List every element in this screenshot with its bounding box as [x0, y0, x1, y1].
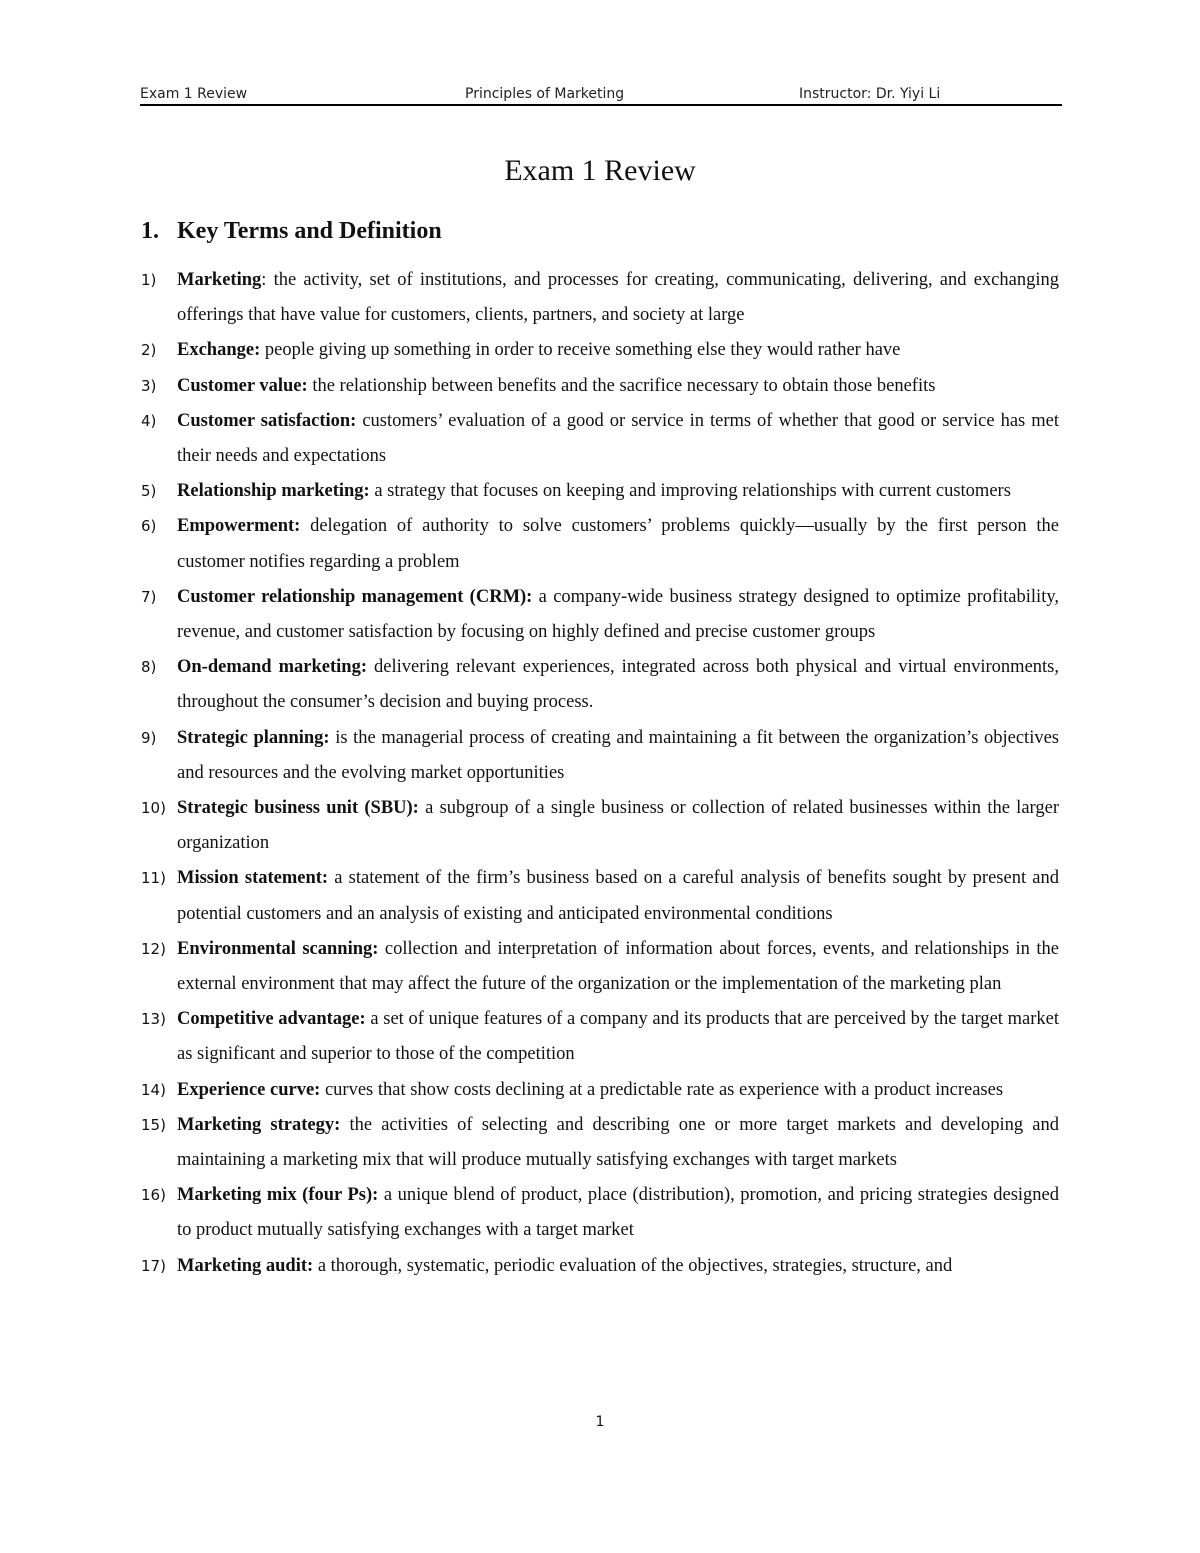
term-definition: delivering relevant experiences, integrated across both physical and virtual environments, throughout the consumer’s decision and buying process.: [177, 657, 1060, 713]
term-name: Marketing audit:: [177, 1255, 314, 1276]
term-item: [141, 369, 1059, 404]
term-definition: a company-wide business strategy designed to optimize profitability, revenue, and customer satisfaction by focusing on highly defined and precise customer groups: [177, 586, 1060, 643]
header-course-name: Principles of Marketing: [465, 86, 625, 102]
term-definition: customers’ evaluation of a good or service in terms of whether that good or service has met their needs and expectations: [177, 410, 1059, 467]
term-item: [141, 861, 1059, 931]
term-number: 14): [141, 1080, 166, 1099]
term-name: Customer satisfaction:: [177, 410, 357, 431]
term-name: Exchange:: [177, 340, 261, 361]
term-name: Customer value:: [177, 375, 308, 396]
term-item: [141, 1178, 1059, 1248]
term-definition: the activity, set of institutions, and processes for creating, communicating, delivering, and exchanging offerings that have value for customers, clients, partners, and society at large: [177, 270, 1059, 326]
term-definition: a statement of the firm’s business based on a careful analysis of benefits sought by present and potential customers and an analysis of existing and anticipated environmental conditions: [177, 868, 1059, 924]
term-item: [141, 509, 1059, 579]
term-number: 1): [141, 271, 157, 289]
header-course-doc: Exam 1 Review: [140, 86, 248, 102]
term-item: [141, 721, 1059, 791]
key-terms-list: [141, 263, 1059, 1284]
term-number: 2): [141, 341, 157, 360]
section-title: Key Terms and Definition: [177, 218, 442, 244]
term-definition: curves that show costs declining at a predictable rate as experience with a product increases: [320, 1079, 1004, 1100]
term-number: 8): [141, 658, 157, 677]
term-item: [141, 580, 1059, 650]
term-name: Marketing: [177, 270, 262, 290]
term-definition: a set of unique features of a company and its products that are perceived by the target market as significant and superior to those of the competition: [177, 1009, 1059, 1065]
term-name: Customer relationship management (CRM):: [177, 586, 533, 607]
term-name: Mission statement:: [177, 868, 329, 889]
term-number: 5): [141, 482, 157, 501]
term-name: Relationship marketing:: [177, 481, 370, 502]
term-name: Strategic planning:: [177, 727, 330, 748]
page-number: 1: [595, 1414, 605, 1430]
term-item: [141, 404, 1059, 474]
term-item: [141, 474, 1059, 509]
term-name: Competitive advantage:: [177, 1009, 366, 1030]
header-instructor: Instructor: Dr. Yiyi Li: [799, 86, 941, 102]
term-definition: people giving up something in order to receive something else they would rather have: [260, 340, 901, 361]
term-number: 9): [141, 728, 157, 747]
page-header: [140, 84, 1062, 106]
term-definition: collection and interpretation of information about forces, events, and relationships in the external environment that may affect the future of the organization or the implementation of the marketing plan: [177, 938, 1059, 995]
term-definition: a strategy that focuses on keeping and improving relationships with current customers: [369, 481, 1011, 502]
term-number: 6): [141, 517, 157, 536]
term-number: 4): [141, 411, 157, 430]
term-definition: delegation of authority to solve customers’ problems quickly—usually by the first person the customer notifies regarding a problem: [177, 516, 1059, 572]
term-name: Experience curve:: [177, 1079, 321, 1100]
term-item: [141, 791, 1059, 861]
term-number: 16): [141, 1186, 166, 1205]
term-item: [141, 932, 1059, 1002]
term-name: Environmental scanning:: [177, 938, 379, 959]
term-number: 12): [141, 939, 166, 958]
term-item: [141, 333, 1059, 368]
section-number: 1.: [141, 218, 159, 244]
term-name: Marketing mix (four Ps):: [177, 1185, 379, 1206]
term-item: [141, 1249, 1059, 1284]
term-item: [141, 1073, 1059, 1108]
term-number: 11): [141, 869, 166, 888]
term-name: Empowerment:: [177, 516, 301, 537]
section-heading: [141, 218, 442, 245]
term-definition: a thorough, systematic, periodic evaluation of the objectives, strategies, structure, and: [313, 1255, 953, 1276]
term-item: [141, 650, 1059, 720]
term-name: On-demand marketing:: [177, 657, 367, 678]
term-name: Strategic business unit (SBU):: [177, 798, 419, 819]
term-definition: the activities of selecting and describing one or more target markets and developing and maintaining a marketing mix that will produce mutually satisfying exchanges with target markets: [177, 1114, 1059, 1171]
term-definition: the relationship between benefits and the sacrifice necessary to obtain those benefits: [307, 375, 936, 396]
term-number: 10): [141, 799, 166, 818]
term-number: 13): [141, 1010, 166, 1029]
term-definition: is the managerial process of creating and maintaining a fit between the organization’s objectives and resources and the evolving market opportunities: [177, 727, 1060, 783]
term-number: 17): [141, 1256, 166, 1275]
term-name: Marketing strategy:: [177, 1114, 341, 1135]
term-item: [141, 263, 1059, 333]
term-separator: :: [261, 270, 267, 290]
term-item: [141, 1108, 1059, 1178]
term-definition: a unique blend of product, place (distribution), promotion, and pricing strategies designed to product mutually satisfying exchanges with a target market: [177, 1185, 1059, 1241]
term-item: [141, 1002, 1059, 1072]
term-number: 3): [141, 376, 157, 395]
page-title: Exam 1 Review: [504, 154, 696, 187]
term-number: 7): [141, 587, 157, 606]
term-definition: a subgroup of a single business or collection of related businesses within the larger organization: [177, 798, 1059, 854]
term-number: 15): [141, 1115, 166, 1134]
